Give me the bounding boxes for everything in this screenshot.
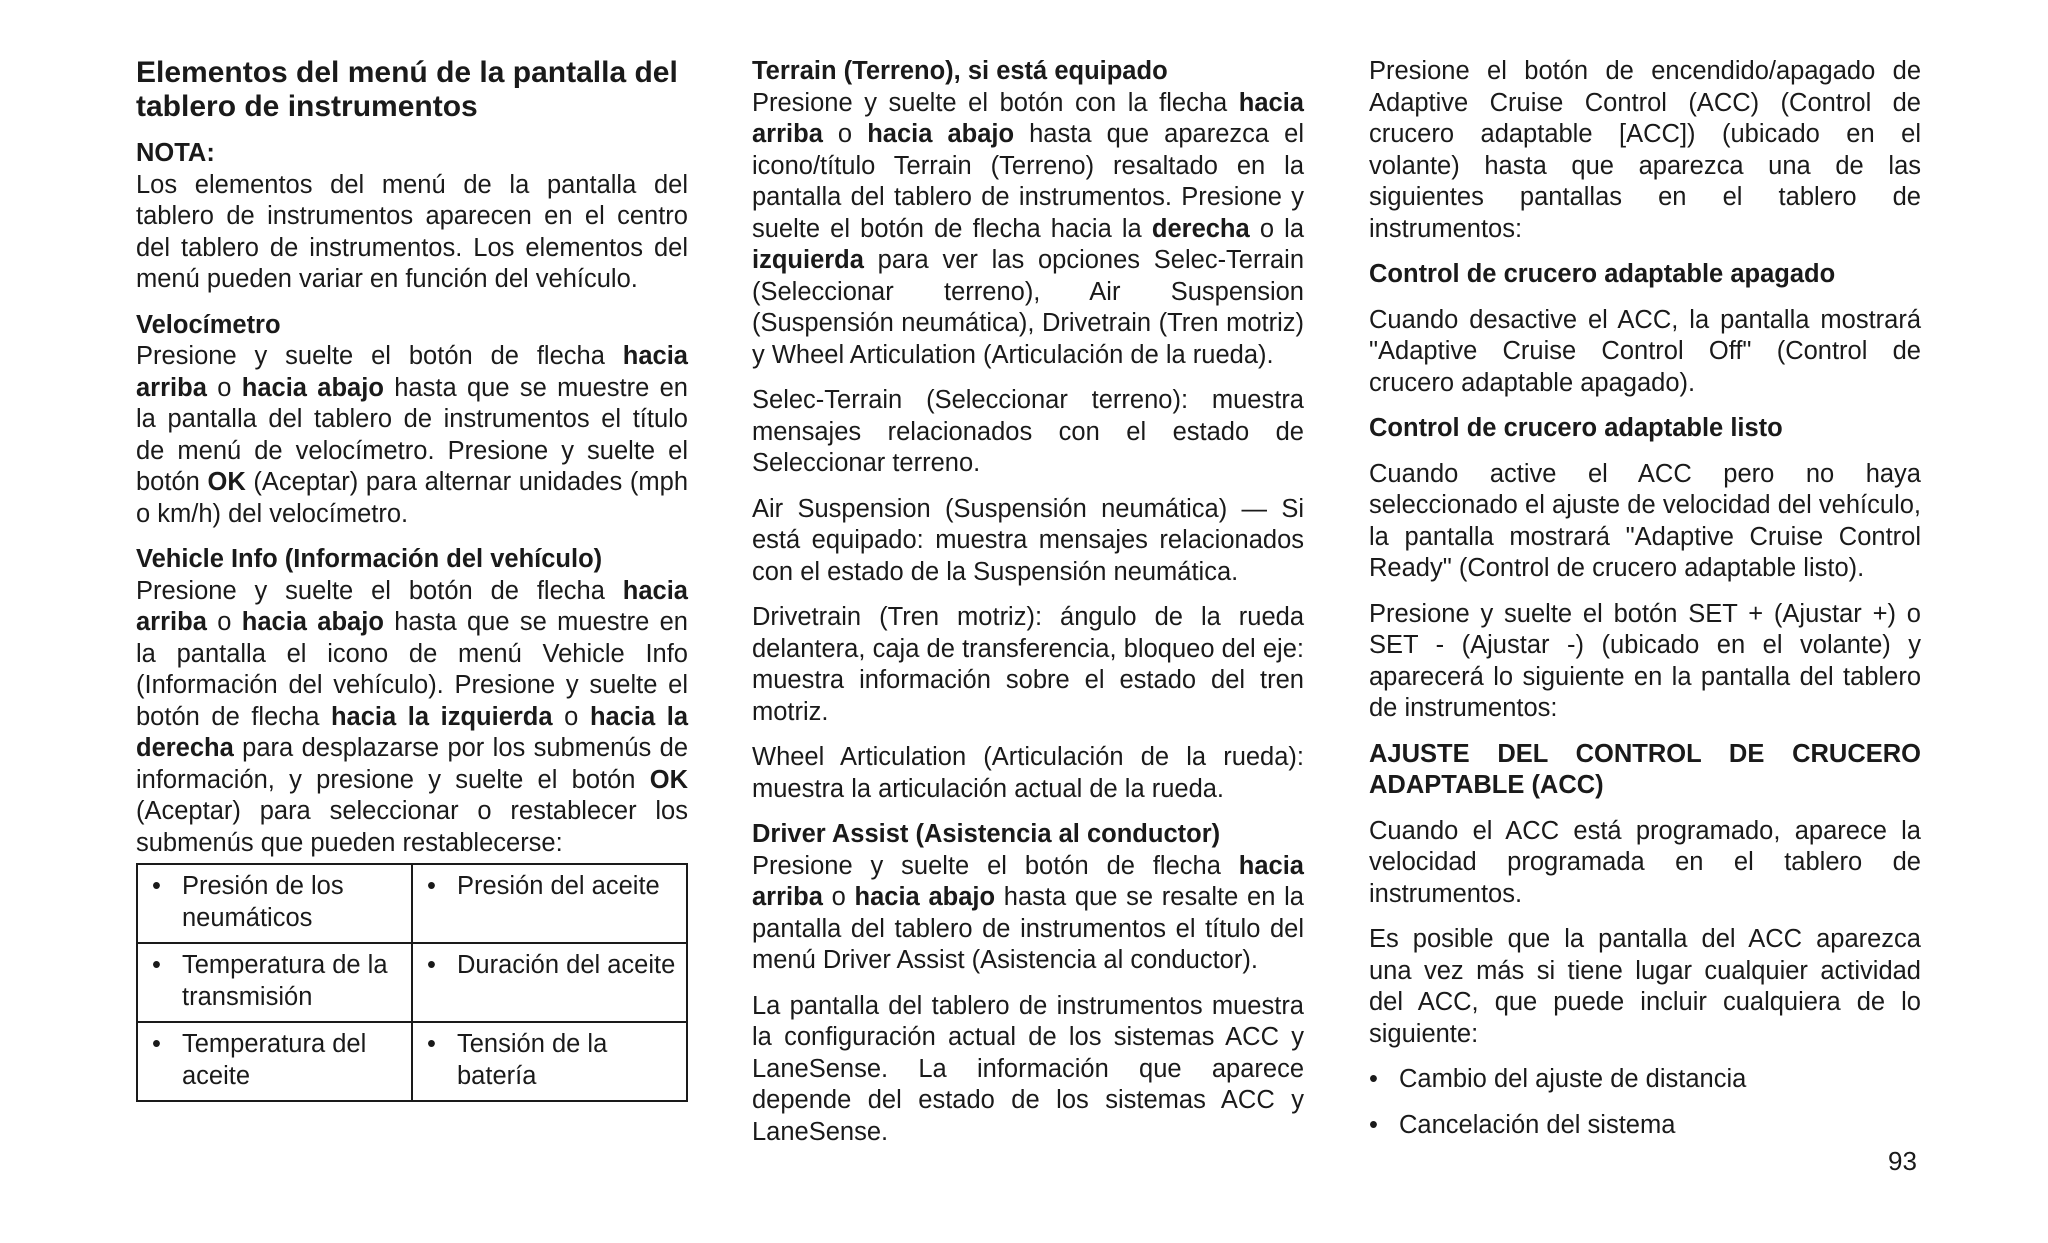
column-middle (752, 56, 1304, 1162)
text-run: o (206, 373, 242, 402)
table-cell-text: Duración del aceite (457, 951, 676, 979)
acc-possible-text: Es posible que la pantalla del ACC aparezca una vez más si tiene lugar cualquier actividad del ACC, que puede incluir cualquiera de lo siguiente: (1369, 925, 1921, 1048)
speedometer-text (136, 341, 688, 530)
table-cell (137, 1022, 412, 1101)
table-row (137, 864, 687, 943)
bold-run: derecha (1151, 214, 1250, 243)
bold-run: hacia abajo (241, 373, 384, 402)
bullet-icon: • (152, 872, 161, 900)
bold-run: hacia abajo (854, 883, 996, 911)
terrain-text (752, 88, 1304, 372)
list-item (1369, 1064, 1921, 1096)
acc-ready-text: Cuando active el ACC pero no haya seleccionado el ajuste de velocidad del vehículo, la pantalla mostrará "Adaptive Cruise Control Ready" (Control de crucero adaptable listo). (1369, 459, 1921, 582)
bold-run: hacia la izquierda (330, 702, 553, 731)
bullet-icon: • (152, 951, 161, 979)
column-left (136, 56, 688, 1102)
wheel-articulation-text: Wheel Articulation (Articulación de la rueda): muestra la articulación actual de la rueda. (752, 743, 1304, 803)
vehicle-info-heading: Vehicle Info (Información del vehículo) (136, 545, 603, 573)
text-run: o (206, 608, 242, 636)
acc-ajuste-heading: AJUSTE DEL CONTROL DE CRUCERO ADAPTABLE (ACC) (1369, 739, 1921, 799)
text-run: o (822, 883, 855, 911)
text-run: hasta que se muestre en la pantalla del tablero de instrumentos el título de menú de velocímetro. Presione y suelte el botón (136, 373, 688, 496)
bold-run: hacia arriba (136, 576, 688, 636)
text-run: o la (1249, 214, 1305, 243)
table-cell-text: Temperatura de la transmisión (182, 951, 388, 1011)
acc-set-text: Presione y suelte el botón SET + (Ajustar +) o SET - (Ajustar -) (ubicado en el volante) y aparecerá lo siguiente en la pantalla del tablero de instrumentos: (1369, 599, 1921, 722)
acc-off-heading: Control de crucero adaptable apagado (1369, 260, 1836, 288)
drivetrain-text: Drivetrain (Tren motriz): ángulo de la rueda delantera, caja de transferencia, bloqueo del eje: muestra información sobre el estado del tren motriz. (752, 603, 1304, 726)
driver-assist-heading: Driver Assist (Asistencia al conductor) (752, 820, 1221, 848)
bold-run: OK (649, 765, 688, 794)
speedometer-heading: Velocímetro (136, 310, 281, 339)
table-cell-text: Presión del aceite (457, 872, 660, 900)
selec-terrain-text: Selec-Terrain (Seleccionar terreno): muestra mensajes relacionados con el estado de Seleccionar terreno. (752, 386, 1304, 477)
text-run: Presione y suelte el botón de flecha (752, 851, 1239, 880)
acc-programmed-text: Cuando el ACC está programado, aparece la velocidad programada en el tablero de instrumentos. (1369, 816, 1921, 908)
section-title: Elementos del menú de la pantalla del tablero de instrumentos (136, 56, 678, 123)
list-item-text: Cambio del ajuste de distancia (1399, 1065, 1747, 1093)
bold-run: hacia abajo (867, 120, 1015, 148)
text-run: hasta que aparezca el icono/título Terrain (Terreno) resaltado en la pantalla del tablero de instrumentos. Presione y suelte el botón de flecha hacia la (752, 120, 1304, 243)
bold-run: izquierda (752, 246, 864, 274)
table-cell-text: Tensión de la batería (457, 1030, 608, 1090)
text-run: Presione y suelte el botón de flecha (136, 576, 623, 605)
table-cell-text: Presión de los neumáticos (182, 872, 344, 932)
table-row (137, 1022, 687, 1101)
terrain-heading: Terrain (Terreno), si está equipado (752, 57, 1168, 85)
text-run: Presione y suelte el botón de flecha (136, 342, 623, 370)
submenu-table (136, 863, 688, 1102)
bold-run: OK (207, 468, 246, 496)
table-cell (412, 943, 687, 1022)
bold-run: hacia abajo (241, 608, 384, 636)
bold-run: hacia arriba (752, 88, 1304, 148)
column-right (1369, 56, 1921, 1155)
bullet-icon: • (1369, 1065, 1378, 1093)
note-label: NOTA: (136, 139, 215, 167)
table-cell-text: Temperatura del aceite (182, 1030, 367, 1090)
table-cell (412, 864, 687, 943)
page-number: 93 (1888, 1146, 1917, 1176)
acc-activity-list (1369, 1064, 1921, 1141)
acc-off-text: Cuando desactive el ACC, la pantalla mostrará "Adaptive Cruise Control Off" (Control de crucero adaptable apagado). (1369, 305, 1921, 397)
bullet-icon: • (427, 951, 436, 979)
bullet-icon: • (427, 872, 436, 900)
text-run: o (822, 120, 868, 148)
table-cell (137, 864, 412, 943)
table-cell (412, 1022, 687, 1101)
bold-run: hacia arriba (136, 342, 688, 402)
display-config-text: La pantalla del tablero de instrumentos muestra la configuración actual de los sistemas ACC y LaneSense. La información que aparece depende del estado de los sistemas ACC y LaneSense. (752, 991, 1304, 1146)
bullet-icon: • (152, 1030, 161, 1058)
table-cell (137, 943, 412, 1022)
table-row (137, 943, 687, 1022)
text-run: (Aceptar) para alternar unidades (mph o km/h) del velocímetro. (136, 468, 689, 528)
text-run: hasta que se muestre en la pantalla el icono de menú Vehicle Info (Información del vehículo). Presione y suelte el botón de flecha (136, 608, 688, 731)
text-run: hasta que se resalte en la pantalla del tablero de instrumentos el título del menú Driver Assist (Asistencia al conductor). (752, 883, 1304, 974)
text-run: Presione y suelte el botón con la flecha (752, 88, 1239, 117)
bold-run: hacia arriba (752, 851, 1304, 911)
air-suspension-text: Air Suspension (Suspensión neumática) — Si está equipado: muestra mensajes relacionados con el estado de la Suspensión neumática. (752, 494, 1304, 586)
vehicle-info-text (136, 576, 688, 860)
list-item (1369, 1110, 1921, 1142)
driver-assist-text (752, 851, 1304, 977)
bold-run: hacia la derecha (136, 702, 688, 762)
text-run: para desplazarse por los submenús de información, y presione y suelte el botón (136, 734, 688, 794)
bullet-icon: • (1369, 1110, 1378, 1139)
acc-ready-heading: Control de crucero adaptable listo (1369, 414, 1783, 442)
text-run: (Aceptar) para seleccionar o restablecer los submenús que pueden restablecerse: (136, 797, 688, 857)
bullet-icon: • (427, 1030, 436, 1058)
text-run: o (552, 702, 590, 731)
acc-press-text: Presione el botón de encendido/apagado de Adaptive Cruise Control (ACC) (Control de crucero adaptable [ACC]) (ubicado en el volante) hasta que aparezca una de las siguientes pantallas en el tablero de instrumentos: (1369, 57, 1921, 243)
text-run: para ver las opciones Selec-Terrain (Seleccionar terreno), Air Suspension (Suspensión neumática), Drivetrain (Tren motriz) y Wheel Articulation (Articulación de la rueda). (752, 246, 1304, 369)
note-text: Los elementos del menú de la pantalla del tablero de instrumentos aparecen en el centro del tablero de instrumentos. Los elementos del menú pueden variar en función del vehículo. (136, 170, 688, 293)
list-item-text: Cancelación del sistema (1399, 1110, 1676, 1139)
